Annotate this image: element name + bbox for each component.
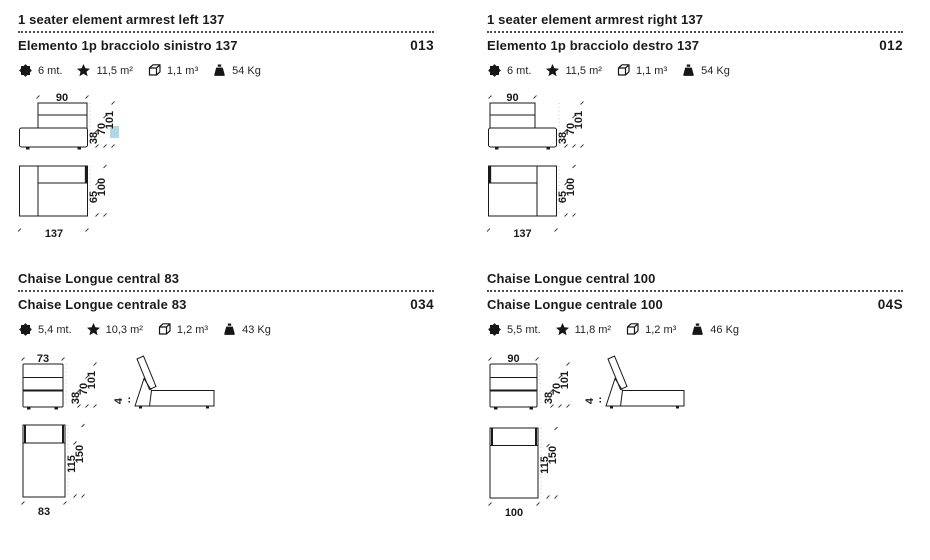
spec-row <box>18 322 434 337</box>
spec-fabric-value: 5,4 mt. <box>38 323 72 336</box>
spec-weight-value: 54 Kg <box>701 64 730 77</box>
weight-icon <box>212 63 227 78</box>
subtitle-row <box>18 297 434 312</box>
dim-h1: 38 <box>88 131 100 145</box>
spec-volume <box>157 322 208 337</box>
dim-d1: 65 <box>88 190 100 204</box>
spec-area-value: 11,5 m² <box>96 64 133 77</box>
dim-top-width: 90 <box>506 92 519 104</box>
dim-d2: 100 <box>96 177 108 197</box>
fabric-swatch-icon <box>487 63 502 78</box>
star-icon <box>76 63 91 78</box>
spec-weight <box>222 322 271 337</box>
spec-weight <box>212 63 261 78</box>
subtitle-row <box>487 297 903 312</box>
weight-icon <box>222 322 237 337</box>
spec-area-value: 11,5 m² <box>565 64 602 77</box>
dim-d2: 100 <box>565 177 577 197</box>
spec-volume-value: 1,2 m³ <box>645 323 677 336</box>
technical-drawing <box>487 86 637 248</box>
technical-drawing <box>18 350 238 522</box>
dim-floor: 4 <box>584 397 596 405</box>
product-code: 013 <box>410 38 434 53</box>
weight-icon <box>681 63 696 78</box>
dim-d2: 150 <box>74 444 86 464</box>
dotted-divider <box>18 290 434 292</box>
product-code: 012 <box>879 38 903 53</box>
dim-h2: 70 <box>96 122 108 136</box>
spec-area <box>555 322 611 337</box>
spec-row <box>18 63 434 78</box>
spec-row <box>487 322 903 337</box>
dim-total-width: 83 <box>37 506 51 518</box>
dim-d1: 115 <box>66 455 78 473</box>
product-card <box>18 271 434 518</box>
dim-total-width: 137 <box>44 228 64 240</box>
subtitle-row <box>487 38 903 53</box>
spec-area-value: 11,8 m² <box>574 323 612 336</box>
product-card <box>487 12 903 240</box>
spec-weight-value: 46 Kg <box>710 323 740 336</box>
spec-volume-value: 1,1 m³ <box>635 64 668 77</box>
dim-total-width: 137 <box>513 228 532 240</box>
dim-h1: 38 <box>557 131 569 145</box>
dim-top-width: 73 <box>36 353 50 365</box>
fabric-swatch-icon <box>487 322 502 337</box>
dotted-divider <box>487 31 903 33</box>
dim-top-width: 90 <box>507 353 520 365</box>
spec-fabric <box>487 322 541 337</box>
star-icon <box>86 322 101 337</box>
technical-drawing <box>18 86 168 248</box>
spec-volume-value: 1,2 m³ <box>176 323 209 336</box>
dim-h3: 101 <box>559 370 571 390</box>
spec-area <box>76 63 132 78</box>
dim-h3: 101 <box>86 370 98 390</box>
product-title-en: 1 seater element armrest right 137 <box>487 12 704 27</box>
dim-top-width: 90 <box>55 92 69 104</box>
dim-h1: 38 <box>70 391 82 405</box>
dim-total-width: 100 <box>504 507 524 519</box>
product-title-en: Chaise Longue central 83 <box>18 271 180 286</box>
cube-icon <box>147 63 162 78</box>
spec-volume <box>625 322 676 337</box>
dim-floor: 4 <box>113 397 125 405</box>
dim-d1: 65 <box>557 190 569 204</box>
spec-weight <box>690 322 739 337</box>
technical-drawing <box>487 350 707 522</box>
cube-icon <box>625 322 640 337</box>
star-icon <box>545 63 560 78</box>
product-title-en: Chaise Longue central 100 <box>487 271 656 286</box>
weight-icon <box>690 322 705 337</box>
dim-d1: 115 <box>539 456 551 474</box>
cube-icon <box>616 63 631 78</box>
spec-volume <box>616 63 667 78</box>
cube-icon <box>157 322 172 337</box>
product-code: 04S <box>877 297 903 312</box>
spec-row <box>487 63 903 78</box>
dim-h3: 101 <box>104 110 116 130</box>
product-title-en: 1 seater element armrest left 137 <box>18 12 225 27</box>
spec-area <box>86 322 143 337</box>
spec-fabric-value: 6 mt. <box>38 64 63 77</box>
dim-h2: 70 <box>565 122 577 136</box>
product-title-it: Chaise Longue centrale 100 <box>487 297 663 312</box>
product-card <box>18 12 434 240</box>
dim-h2: 70 <box>551 382 563 396</box>
spec-fabric-value: 6 mt. <box>507 64 532 77</box>
spec-fabric <box>487 63 531 78</box>
spec-fabric <box>18 63 62 78</box>
product-title-it: Chaise Longue centrale 83 <box>18 297 187 312</box>
spec-weight-value: 54 Kg <box>232 64 261 77</box>
subtitle-row <box>18 38 434 53</box>
dotted-divider <box>18 31 434 33</box>
dim-h1: 38 <box>543 391 555 405</box>
star-icon <box>555 322 570 337</box>
spec-volume-value: 1,1 m³ <box>166 64 199 77</box>
dotted-divider <box>487 290 903 292</box>
dim-h3: 101 <box>573 110 585 130</box>
dim-h2: 70 <box>78 382 90 396</box>
spec-volume <box>147 63 198 78</box>
dim-d2: 150 <box>547 445 559 465</box>
fabric-swatch-icon <box>18 63 33 78</box>
product-title-it: Elemento 1p bracciolo destro 137 <box>487 38 700 53</box>
spec-weight <box>681 63 730 78</box>
product-title-it: Elemento 1p bracciolo sinistro 137 <box>18 38 238 53</box>
spec-fabric-value: 5,5 mt. <box>507 323 541 336</box>
spec-fabric <box>18 322 72 337</box>
product-code: 034 <box>410 297 434 312</box>
fabric-swatch-icon <box>18 322 33 337</box>
spec-area <box>545 63 601 78</box>
spec-area-value: 10,3 m² <box>105 323 143 336</box>
product-card <box>487 271 903 519</box>
spec-weight-value: 43 Kg <box>242 323 271 336</box>
